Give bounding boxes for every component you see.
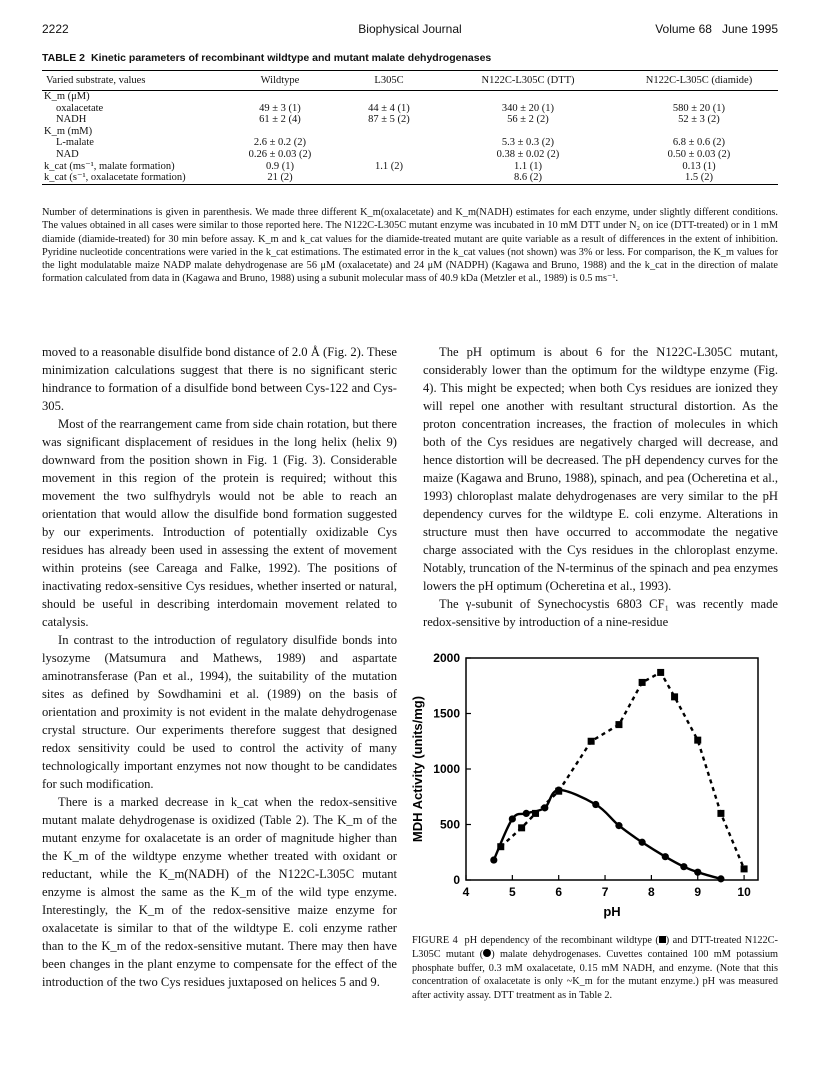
row-label: NADH — [56, 114, 87, 126]
table-cell: 0.38 ± 0.02 (2) — [496, 148, 560, 160]
paragraph: The γ-subunit of Synechocystis 6803 CF₁ was recently made redox-sensitive by introduction of a nine-residue — [423, 597, 778, 629]
wildtype-data-point — [671, 693, 678, 700]
table-cell — [436, 91, 620, 103]
figure-caption-text: ) malate dehydrogenases. Cuvettes contained 100 mM potassium phosphate buffer, 0.3 mM oxalacetate, 0.15 mM NADH, and enzyme. (Note that this concentration of oxalacetate is only ~K_m for the mutant enzyme.) pH was measured after activity assay. DTT treatment as in Table 2. — [412, 948, 778, 1002]
wildtype-data-point — [741, 865, 748, 872]
volume: Volume 68 — [655, 22, 712, 36]
table-cell — [342, 91, 436, 103]
running-header — [42, 22, 778, 38]
mutant-data-point — [490, 856, 497, 863]
square-marker-icon — [659, 936, 666, 943]
wildtype-series-line — [501, 672, 744, 869]
table-cell — [342, 149, 436, 161]
table-cell — [342, 126, 436, 138]
table-cell — [620, 126, 778, 138]
y-axis-label: MDH Activity (units/mg) — [410, 695, 425, 843]
row-label: k_cat (ms⁻¹, malate formation) — [44, 160, 175, 172]
table-column-header: N122C-L305C (diamide) — [620, 71, 778, 91]
table-cell: 340 ± 20 (1) — [501, 102, 555, 114]
body-column-left — [42, 343, 397, 991]
paragraph: In contrast to the introduction of regulatory disulfide bonds into lysozyme (Matsumura and Mathews, 1989) and aspartate aminotransferase (Pan et al., 1994), the suitability of the mutation sites as defined by Sowdhamini et al. (1989) on the basis of orientation and proximity is not evident in the malate dehydrogenase crystal structure. Our experiments therefore suggest that designed redox sensitivity could be used to control the activity of many technologically important enzymes not now thought to be candidates for such modification. — [42, 633, 397, 791]
x-axis-label: pH — [603, 904, 621, 919]
y-tick-label: 2000 — [433, 651, 460, 665]
table-cell: 21 (2) — [218, 172, 342, 184]
table-cell: 0.26 ± 0.03 (2) — [248, 148, 312, 160]
table-cell: 8.6 (2) — [436, 172, 620, 184]
paragraph: Most of the rearrangement came from side chain rotation, but there was significant displacement of residues in the long helix (helix 9) downward from the position shown in Fig. 1 (Fig. 3). Considerable movement in this region of the protein is required; without this movement the two sulfhydryls would not be able to reach an orientation that would allow the disulfide bond formation suggested by our experiments. Introduction of potentially oxidizable Cys residues has already been used in assessing the extent of movement within proteins (see Careaga and Falke, 1992). The positions of inactivating redox-sensitive Cys residues, whether inserted or natural, should be useful in describing interdomain movement related to catalysis. — [42, 417, 397, 629]
x-tick-label: 6 — [555, 885, 563, 899]
table-cell: 1.1 (1) — [514, 160, 542, 172]
mutant-data-point — [615, 822, 622, 829]
mutant-data-point — [592, 801, 599, 808]
table-cell: 580 ± 20 (1) — [672, 102, 726, 114]
table-cell: 6.8 ± 0.6 (2) — [672, 137, 726, 149]
wildtype-data-point — [615, 721, 622, 728]
mutant-data-point — [555, 786, 562, 793]
wildtype-data-point — [657, 669, 664, 676]
table-cell: 1.5 (2) — [620, 172, 778, 184]
table-column-header: Wildtype — [218, 71, 342, 91]
table-row — [42, 149, 778, 161]
mutant-data-point — [717, 875, 724, 882]
table-label: TABLE 2 — [42, 52, 85, 64]
table-header-row — [42, 71, 778, 91]
table-cell — [620, 91, 778, 103]
paragraph: moved to a reasonable disulfide bond distance of 2.0 Å (Fig. 2). These minimization calculations suggest that there is no significant steric hindrance to formation of a disulfide bond between Cys-122 and Cys-305. — [42, 345, 397, 413]
table-caption — [42, 52, 497, 64]
row-label: L-malate — [56, 137, 94, 149]
table-cell — [342, 137, 436, 149]
kinetic-parameters-table — [42, 70, 778, 185]
wildtype-data-point — [717, 810, 724, 817]
table-row — [42, 103, 778, 115]
table-cell: 56 ± 2 (2) — [507, 114, 549, 126]
paragraph: The pH optimum is about 6 for the N122C-L305C mutant, considerably lower than the optimum for the wildtype enzyme (Fig. 4). This might be expected; when both Cys residues are ionized they will repel one another with resultant structural distortion. As the proton concentration increases, the fraction of molecules in which both of the Cys residues are negatively charged will decrease, and hence distortion will be decreased. The pH dependency curves for the maize (Kagawa and Bruno, 1988), spinach, and pea (Ocheretina et al., 1993) chloroplast malate dehydrogenases are very similar to the pH dependency curves for the wildtype E. coli enzyme. Alterations in structure must then have occurred to accommodate the negative charge associated with the Cys residues in the chloroplast enzyme. Notably, truncation of the N-terminus of the spinach and pea enzymes lowers the pH optimum (Ocheretina et al., 1993). — [423, 345, 778, 593]
mutant-data-point — [680, 863, 687, 870]
wildtype-data-point — [588, 738, 595, 745]
table-row — [42, 91, 778, 103]
table-cell: 49 ± 3 (1) — [259, 102, 301, 114]
plot-frame — [466, 658, 758, 880]
row-label: NAD — [56, 148, 79, 160]
table-cell: 44 ± 4 (1) — [368, 102, 410, 114]
table-row — [42, 137, 778, 149]
table-title: Kinetic parameters of recombinant wildtype and mutant malate dehydrogenases — [90, 52, 492, 64]
figure-caption-text: ) and DTT-treated N122C-L305C mutant ( — [412, 935, 778, 960]
table-cell: 5.3 ± 0.3 (2) — [501, 137, 555, 149]
figure-caption — [412, 934, 778, 1003]
row-label: K_m (μM) — [44, 91, 90, 102]
table-cell — [218, 126, 342, 138]
wildtype-data-point — [694, 737, 701, 744]
x-tick-label: 4 — [462, 885, 470, 899]
wildtype-data-point — [518, 824, 525, 831]
table-footnote: Number of determinations is given in parenthesis. We made three different K_m(oxalacetate) and K_m(NADH) estimates for each enzyme, under slightly different conditions. The values obtained in all cases were similar to those reported here. The N122C-L305C mutant enzyme was incubated in 10 mM DTT under N₂ on ice (DTT-treated) or in 1 mM diamide (diamide-treated) for 30 min before assay. K_m and k_cat values for the diamide-treated mutant are quite variable as a result of differences in the extent of inhibition. Pyridine nucleotide concentrations were varied in the k_cat estimations. The estimated error in the k_cat values (not shown) was 3% or less. For comparison, the K_m values for the light modulatable maize NADP malate dehydrogenase are 56 μM (oxalacetate) and 24 μM (NADPH) (Kagawa and Bruno, 1988) and the k_cat in the direction of malate formation calculated from data in (Kagawa and Bruno, 1988) using a subunit molecular mass of 40.9 kDa (Metzler et al., 1989) is 0.5 ms⁻¹. — [42, 207, 778, 285]
mutant-data-point — [639, 839, 646, 846]
table-cell: 0.50 ± 0.03 (2) — [667, 148, 731, 160]
mutant-data-point — [694, 869, 701, 876]
table-cell: 61 ± 2 (4) — [259, 114, 301, 126]
table-cell: 2.6 ± 0.2 (2) — [253, 137, 307, 149]
table-column-header: L305C — [342, 71, 436, 91]
x-tick-label: 9 — [694, 885, 702, 899]
figure-caption-text: pH dependency of the recombinant wildtype ( — [464, 935, 659, 946]
journal-title: Biophysical Journal — [358, 22, 462, 36]
row-label: oxalacetate — [56, 102, 104, 114]
date: June 1995 — [721, 22, 778, 36]
paragraph: There is a marked decrease in k_cat when the redox-sensitive mutant malate dehydrogenase is oxidized (Table 2). The K_m of the mutant enzyme for oxalacetate is an order of magnitude higher than the K_m of the wildtype enzyme whether treated with oxidant or reductant, while the K_m(NADH) of the N122C-L305C mutant enzyme is almost the same as the K_m of the wild type enzyme. Interestingly, the K_m of the redox-sensitive maize enzyme for oxalacetate is similar to that of the wildtype E. coli enzyme rather than to the K_m of the redox-sensitive mutant. There may then have been changes in the plant enzyme to compensate for the effect of the introduction of the two Cys residues juxtaposed on helices 5 and 9. — [42, 795, 397, 989]
figure-caption-label: FIGURE 4 — [412, 935, 458, 946]
table-column-header: Varied substrate, values — [42, 71, 218, 91]
mutant-data-point — [662, 853, 669, 860]
y-tick-label: 500 — [439, 817, 460, 832]
y-tick-label: 1500 — [433, 706, 460, 721]
figure-4-chart — [408, 648, 778, 928]
table-column-header: N122C-L305C (DTT) — [436, 71, 620, 91]
x-tick-label: 5 — [509, 885, 516, 899]
mutant-data-point — [509, 815, 516, 822]
wildtype-data-point — [639, 679, 646, 686]
table-row — [42, 161, 778, 173]
y-tick-label: 0 — [453, 873, 460, 887]
mutant-data-point — [541, 804, 548, 811]
table-cell — [342, 172, 436, 184]
mutant-data-point — [523, 810, 530, 817]
issue-info — [655, 22, 778, 36]
table-row — [42, 114, 778, 126]
row-label: k_cat (s⁻¹, oxalacetate formation) — [42, 172, 218, 184]
body-column-right — [423, 343, 778, 631]
table-row — [42, 172, 778, 184]
table-cell: 1.1 (2) — [375, 160, 403, 172]
page-number: 2222 — [42, 22, 69, 36]
x-tick-label: 8 — [648, 885, 655, 899]
x-tick-label: 10 — [737, 885, 751, 899]
x-tick-label: 7 — [601, 885, 609, 899]
row-label: K_m (mM) — [44, 125, 93, 137]
table-cell — [218, 91, 342, 103]
table-cell: 52 ± 3 (2) — [678, 114, 720, 126]
y-tick-label: 1000 — [433, 762, 460, 776]
table-row — [42, 126, 778, 138]
table-cell — [436, 126, 620, 138]
table-cell: 87 ± 5 (2) — [368, 114, 410, 126]
table-cell: 0.13 (1) — [682, 160, 716, 172]
table-cell: 0.9 (1) — [266, 160, 294, 172]
